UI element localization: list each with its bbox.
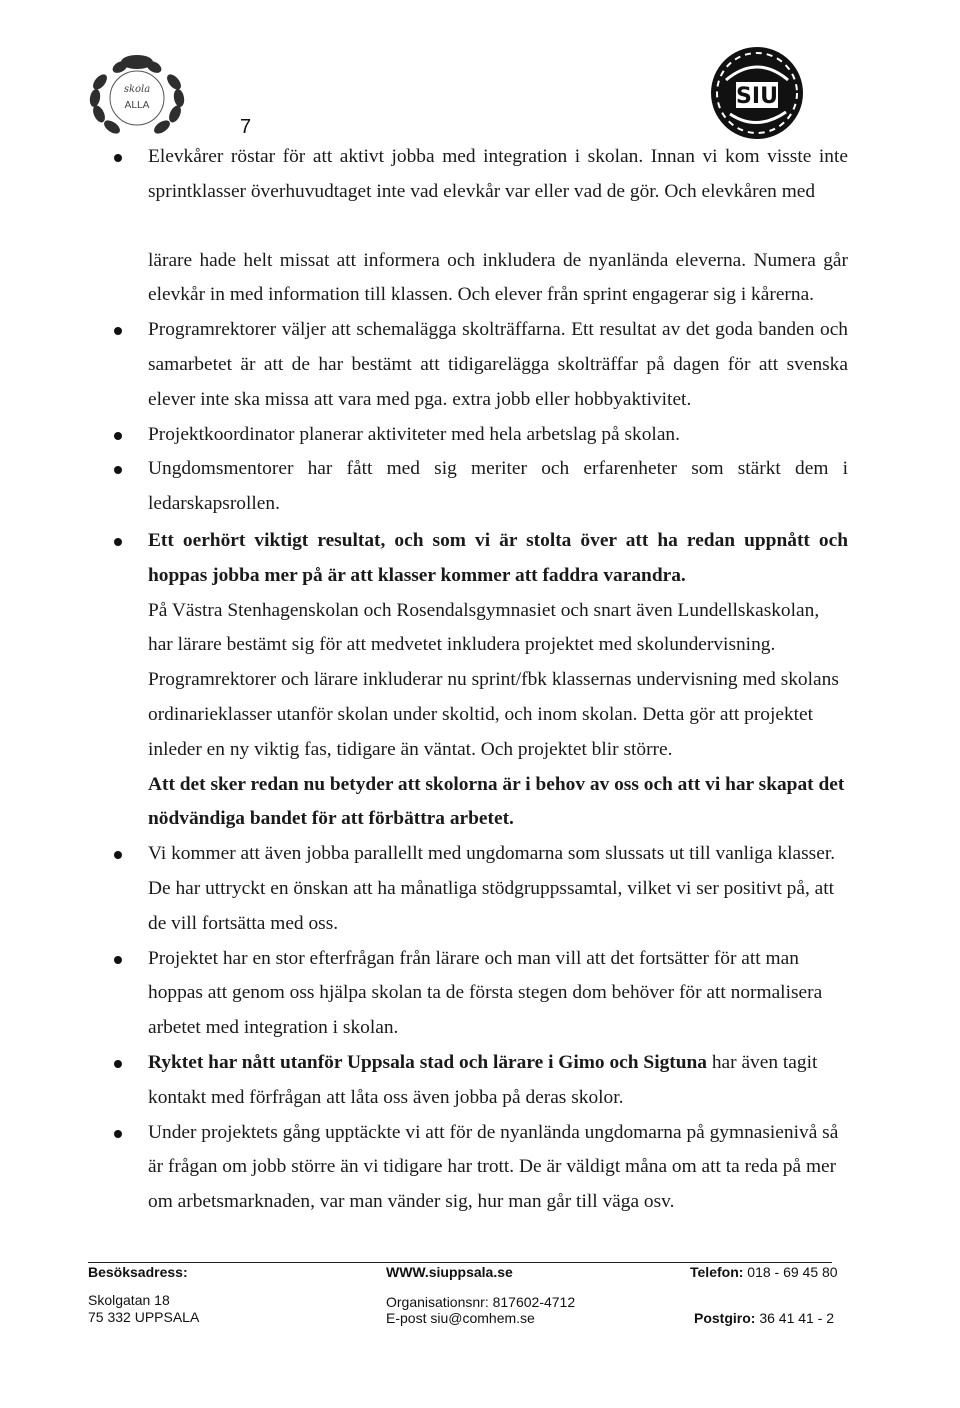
item-text	[148, 1046, 848, 1116]
item-paragraph: På Västra Stenhagenskolan och Rosendalsgymnasiet och snart även Lundellskaskolan, har lärare bestämt sig för att medvetet inkludera projektet med skolundervisning.	[148, 599, 820, 656]
item-text: Projektet har en stor efterfrågan från lärare och man vill att det fortsätter för att man hoppas att genom oss hjälpa skolan ta de första stegen dom behöver för att normalisera arbetet med integration i skolan.	[148, 947, 823, 1039]
skola-for-alla-logo	[86, 52, 188, 138]
bullet-icon	[114, 432, 122, 440]
item-text: Under projektets gång upptäckte vi att för de nyanlända ungdomarna på gymnasienivå så är frågan om jobb större än vi tidigare har trott. De är väldigt måna om att ta reda på mer om arbetsmarknaden, var man vänder sig, hur man går till väga osv.	[148, 1121, 839, 1213]
list-item-continuation	[148, 244, 848, 314]
bullet-icon	[114, 956, 122, 964]
footer-phone: Telefon: 018 - 69 45 80	[690, 1264, 838, 1280]
item-bold-part: Ryktet har nått utanför Uppsala stad och lärare i Gimo och Sigtuna	[148, 1051, 707, 1073]
list-item	[148, 418, 848, 453]
bullet-icon	[114, 327, 122, 335]
bullet-icon	[114, 154, 122, 162]
item-paragraph: Programrektorer och lärare inkluderar nu sprint/fbk klassernas undervisning med skolans ordinarieklasser utanför skolan under skoltid, och inom skolan. Detta gör att projektet inleder en ny viktig fas, tidigare än väntat. Och projektet blir större.	[148, 669, 839, 760]
logo-text-skola: skola	[123, 84, 151, 95]
list-item	[148, 524, 848, 837]
footer-org-number: Organisationsnr: 817602-4712	[386, 1294, 576, 1310]
footer-street: Skolgatan 18	[88, 1292, 170, 1308]
list-item	[148, 452, 848, 522]
list-item	[148, 140, 848, 210]
item-text: Programrektorer väljer att schemalägga skolträffarna. Ett resultat av det goda banden och samarbetet är att de har bestämt att tidigarelägga skolträffar på dagen för att svenska elever inte ska missa att vara med pga. extra jobb eller hobbyaktivitet.	[148, 319, 848, 410]
bullet-icon	[114, 538, 122, 546]
footer-address-label: Besöksadress:	[88, 1264, 188, 1280]
footer-city: 75 332 UPPSALA	[88, 1309, 200, 1325]
item-text: Vi kommer att även jobba parallellt med ungdomarna som slussats ut till vanliga klasser. De har uttryckt en önskan att ha månatliga stödgruppssamtal, vilket vi ser positivt på, att de vill fortsätta med oss.	[148, 843, 836, 934]
footer-postgiro: Postgiro: 36 41 41 - 2	[694, 1310, 835, 1326]
list-item	[148, 1116, 848, 1220]
siu-logo	[708, 44, 806, 142]
page-number: 7	[240, 116, 252, 138]
logo-text-alla: ALLA	[124, 100, 150, 111]
footer-divider	[88, 1262, 832, 1263]
item-rest: har även tagit kontakt med förfrågan att låta oss även jobba på deras skolor.	[148, 1051, 818, 1108]
item-bold-outro: Att det sker redan nu betyder att skolorna är i behov av oss och att vi har skapat det nödvändiga bandet för att förbättra arbetet.	[148, 773, 845, 830]
list-item	[148, 1046, 848, 1116]
bullet-icon	[114, 851, 122, 859]
item-text: Ungdomsmentorer har fått med sig meriter och erfarenheter som stärkt dem i ledarskapsrollen.	[148, 458, 848, 515]
list-item	[148, 837, 848, 941]
list-item	[148, 942, 848, 1046]
bullet-icon	[114, 1060, 122, 1068]
item-bold-intro: Ett oerhört viktigt resultat, och som vi är stolta över att ha redan uppnått och hoppas jobba mer på är att klasser kommer att faddra varandra.	[148, 529, 848, 586]
item-text: Elevkårer röstar för att aktivt jobba med integration i skolan. Innan vi kom visste inte sprintklasser överhuvudtaget inte vad elevkår var eller vad de gör. Och elevkåren med	[148, 146, 848, 202]
logo-text-siu: SIU	[736, 84, 778, 109]
item-text: lärare hade helt missat att informera och inkludera de nyanlända eleverna. Numera går elevkår in med information till klassen. Och elever från sprint engagerar sig i kårerna.	[148, 249, 848, 306]
footer-website[interactable]: WWW.siuppsala.se	[386, 1264, 513, 1280]
item-text: Projektkoordinator planerar aktiviteter med hela arbetslag på skolan.	[148, 423, 680, 445]
footer-email[interactable]: E-post siu@comhem.se	[386, 1310, 535, 1326]
document-body	[148, 140, 848, 1220]
bullet-icon	[114, 466, 122, 474]
bullet-icon	[114, 1130, 122, 1138]
list-item	[148, 313, 848, 417]
